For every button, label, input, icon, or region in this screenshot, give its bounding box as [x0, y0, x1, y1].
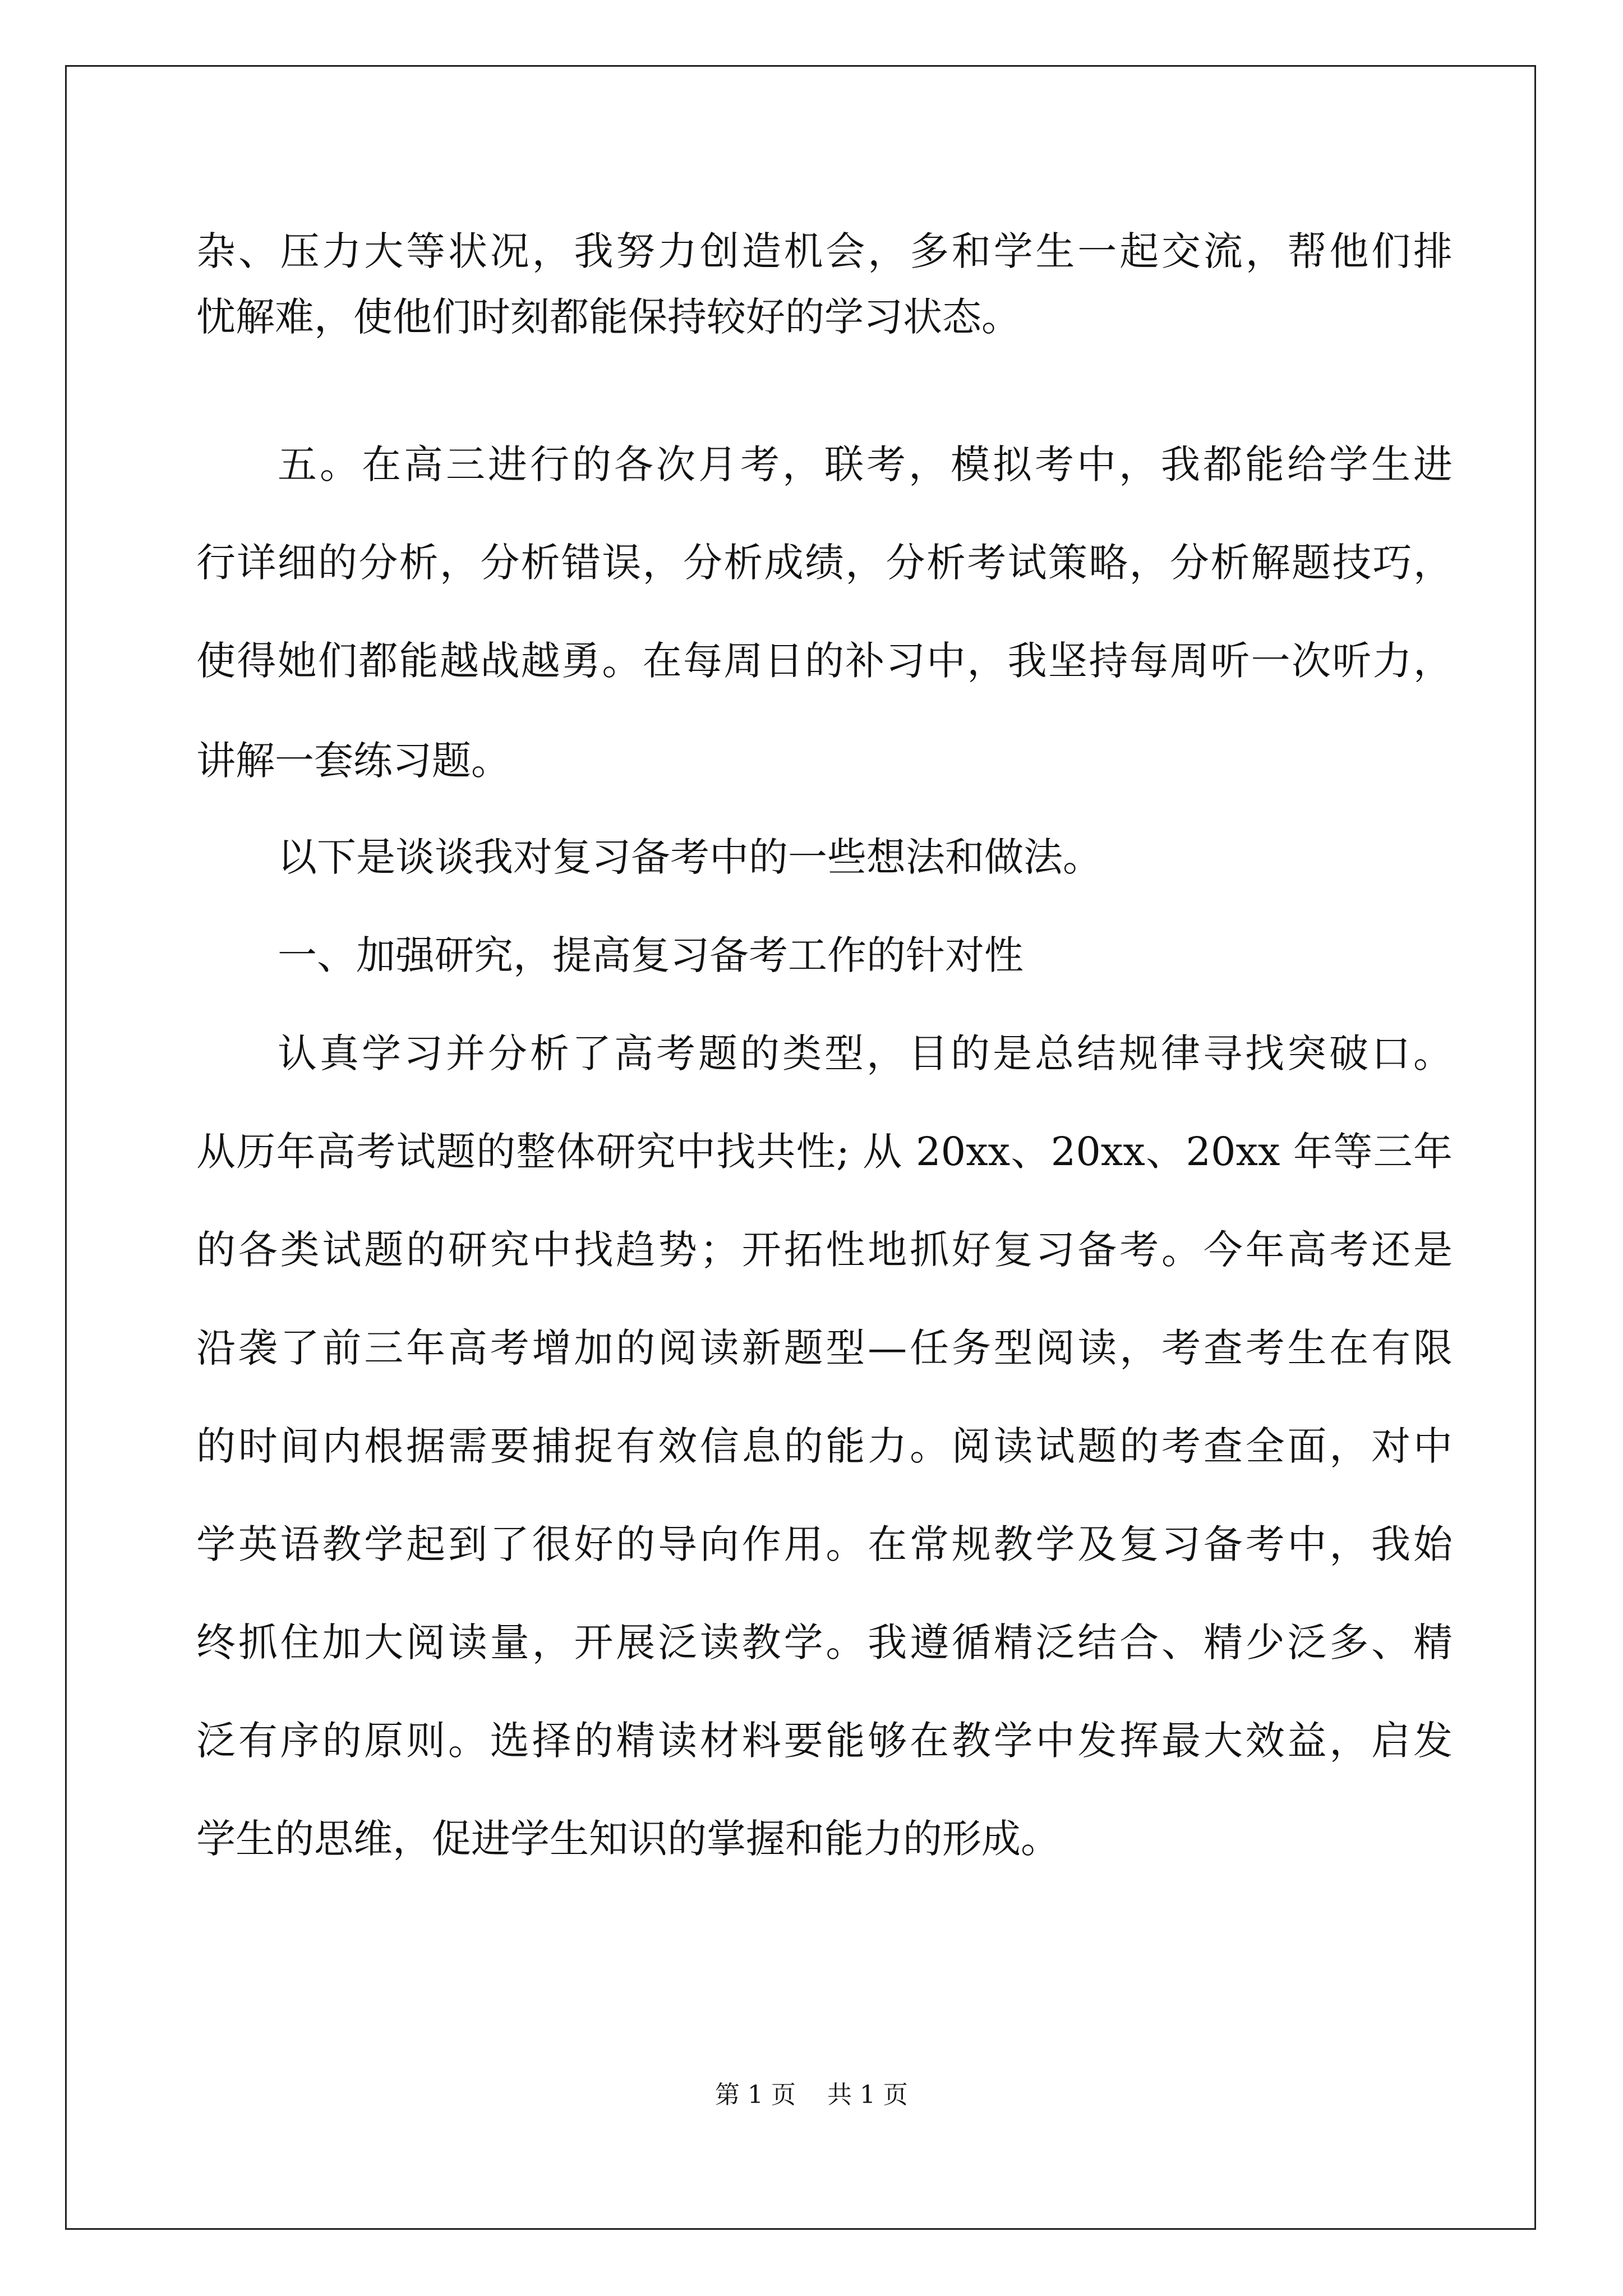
body-line-2: 忧解难，使他们时刻都能保持较好的学习状态。 — [196, 294, 1021, 340]
paragraph-5-line-4: 讲解一套练习题。 — [196, 738, 510, 784]
section-1-line-3: 的各类试题的研究中找趋势；开拓性地抓好复习备考。今年高考还是 — [196, 1227, 1453, 1273]
section-1-line-5: 的时间内根据需要捕捉有效信息的能力。阅读试题的考查全面，对中 — [196, 1423, 1453, 1469]
body-line-1: 杂、压力大等状况，我努力创造机会，多和学生一起交流，帮他们排 — [196, 228, 1453, 274]
section-1-line-8: 泛有序的原则。选择的精读材料要能够在教学中发挥最大效益，启发 — [196, 1718, 1453, 1764]
paragraph-5-line-2: 行详细的分析，分析错误，分析成绩，分析考试策略，分析解题技巧， — [196, 540, 1453, 586]
section-1-line-4: 沿袭了前三年高考增加的阅读新题型—任务型阅读，考查考生在有限 — [196, 1325, 1453, 1371]
paragraph-5-line-1: 五。在高三进行的各次月考，联考，模拟考中，我都能给学生进 — [278, 441, 1453, 487]
page-number-footer: 第 1 页 共 1 页 — [715, 2081, 908, 2109]
section-heading-1: 一、加强研究，提高复习备考工作的针对性 — [278, 932, 1023, 978]
section-1-line-7: 终抓住加大阅读量，开展泛读教学。我遵循精泛结合、精少泛多、精 — [196, 1619, 1453, 1665]
section-1-line-1: 认真学习并分析了高考题的类型，目的是总结规律寻找突破口。 — [278, 1030, 1453, 1076]
paragraph-5-line-3: 使得她们都能越战越勇。在每周日的补习中，我坚持每周听一次听力， — [196, 638, 1453, 684]
section-1-line-9: 学生的思维，促进学生知识的掌握和能力的形成。 — [196, 1816, 1060, 1862]
section-1-line-2: 从历年高考试题的整体研究中找共性; 从 20xx、20xx、20xx 年等三年 — [196, 1129, 1453, 1175]
section-1-line-6: 学英语教学起到了很好的导向作用。在常规教学及复习备考中，我始 — [196, 1521, 1453, 1567]
intro-line: 以下是谈谈我对复习备考中的一些想法和做法。 — [278, 834, 1102, 880]
